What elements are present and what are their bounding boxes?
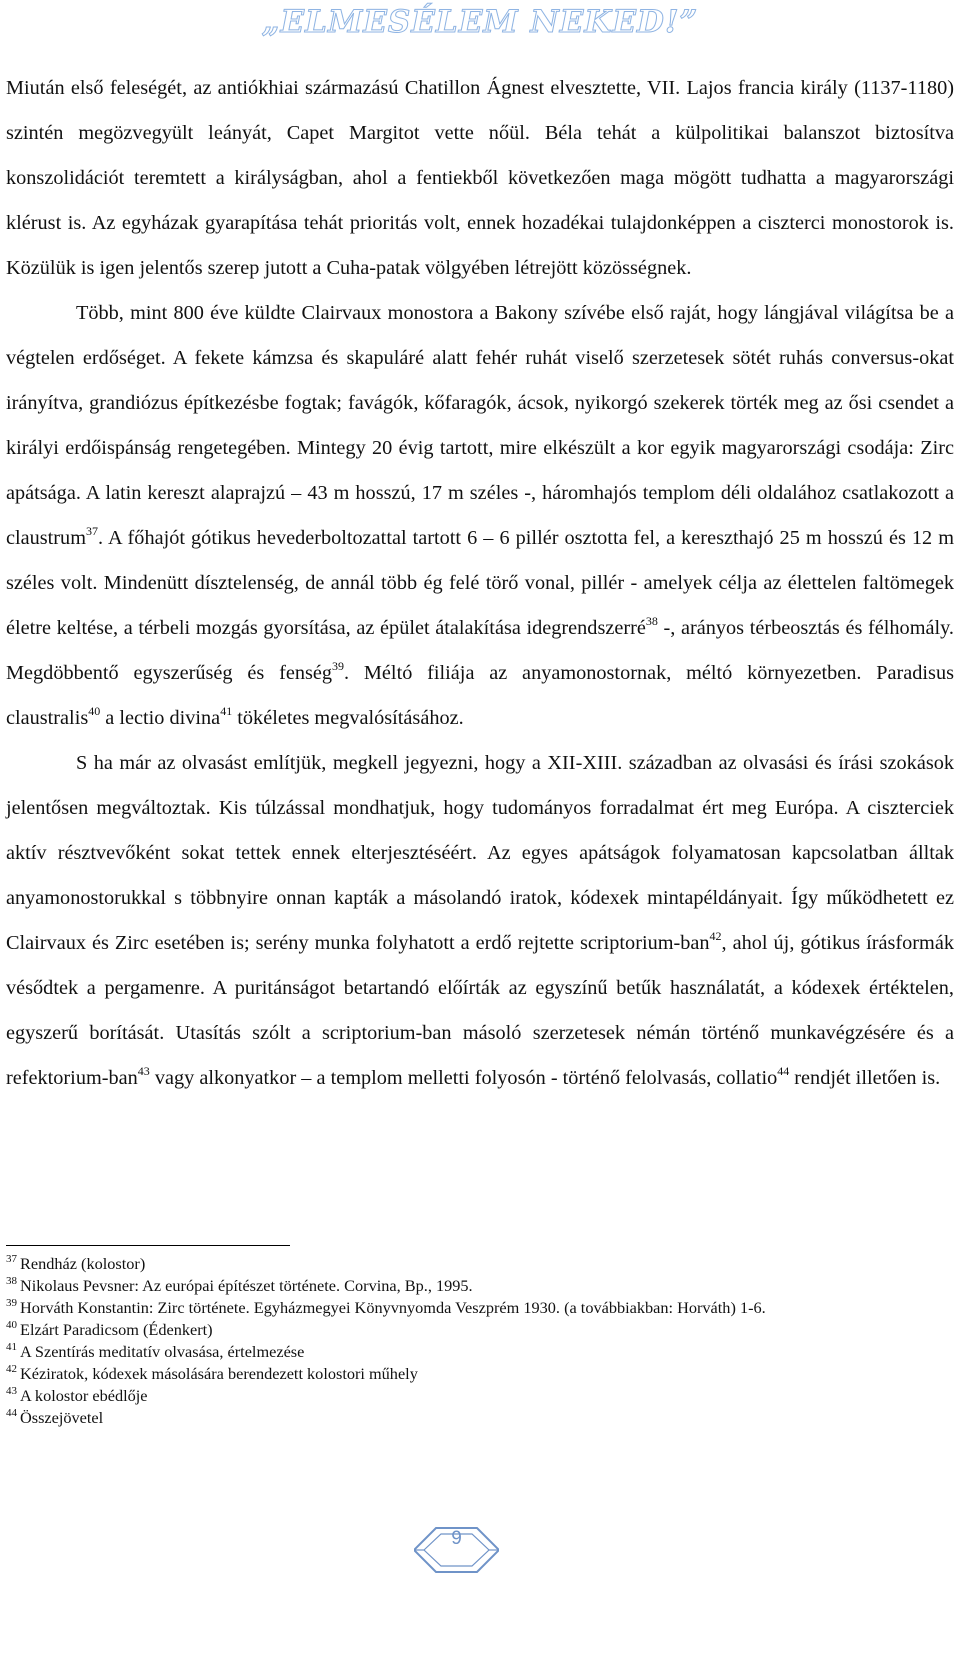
- page-number: 9: [451, 1528, 462, 1549]
- paragraph-2-text-c: -, arányos térbeosztás és félhomály. Megdöbbentő egyszerűség és fenség: [6, 617, 954, 684]
- footnote-40: [6, 1319, 954, 1341]
- paragraph-2-text-a: Több, mint 800 éve küldte Clairvaux monostora a Bakony szívébe első raját, hogy lángjával világítsa be a végtelen erdőséget. A fekete kámzsa és skapuláré alatt fehér ruhát viselő szerzetesek sötét ruhás conversus-okat irányítva, grandiózus építkezésbe fogtak; favágók, kőfaragók, ácsok, nyikorgó szekerek törték meg az ősi csendet a királyi erdőispánság rengetegében. Mintegy 20 évig tartott, mire elkészült a kor egyik magyarországi csodája: Zirc apátsága. A latin kereszt alaprajzú – 43 m hosszú, 17 m széles -, háromhajós templom déli oldalához csatlakozott a claustrum: [6, 302, 954, 549]
- footnote-43: [6, 1385, 954, 1407]
- footnote-38: [6, 1275, 954, 1297]
- footnote-number: 43: [6, 1385, 17, 1397]
- paragraph-3-text-d: rendjét illetően is.: [789, 1067, 941, 1089]
- footnote-41: [6, 1341, 954, 1363]
- footnote-text: A Szentírás meditatív olvasása, értelmezése: [20, 1342, 305, 1361]
- footnote-ref-41[interactable]: 41: [220, 704, 233, 718]
- footnote-number: 42: [6, 1363, 17, 1375]
- paragraph-1: [6, 66, 954, 291]
- page-number-frame-icon: [414, 1508, 499, 1593]
- footnote-42: [6, 1363, 954, 1385]
- footnote-number: 41: [6, 1341, 17, 1353]
- footnote-ref-43[interactable]: 43: [137, 1064, 150, 1078]
- footnote-39: [6, 1297, 954, 1319]
- footnote-text: Elzárt Paradicsom (Édenkert): [20, 1320, 213, 1339]
- paragraph-2-text-f: tökéletes megvalósításához.: [232, 707, 464, 729]
- paragraph-2-text-b: . A főhajót gótikus hevederboltozattal tartott 6 – 6 pillér osztotta fel, a kereszthajó 25 m hosszú és 12 m széles volt. Mindenütt dísztelenség, de annál több ég felé törő vonal, pillér - amelyek célja az élettelen faltömegek életre keltése, a térbeli mozgás gyorsítása, az épület átalakítása idegrendszerré: [6, 527, 954, 639]
- footnote-separator: [6, 1245, 290, 1246]
- footnote-ref-44[interactable]: 44: [777, 1064, 790, 1078]
- body-text: [6, 66, 954, 1101]
- paragraph-3-text-a: S ha már az olvasást említjük, megkell jegyezni, hogy a XII-XIII. században az olvasási és írási szokások jelentősen megváltoztak. Kis túlzással mondhatjuk, hogy tudományos forradalmat ért meg Európa. A ciszterciek aktív résztvevőként sokat tettek ennek elterjesztéséért. Az egyes apátságok folyamatosan kapcsolatban álltak anyamonostorukkal s többnyire onnan kapták a másolandó iratok, kódexek mintapéldányait. Így működhetett ez Clairvaux és Zirc esetében is; serény munka folyhatott a erdő rejtette scriptorium-ban: [6, 752, 954, 954]
- footnote-ref-38[interactable]: 38: [645, 614, 658, 628]
- footnote-44: [6, 1407, 954, 1429]
- footnote-text: Horváth Konstantin: Zirc története. Egyházmegyei Könyvnyomda Veszprém 1930. (a továbbiakban: Horváth) 1-6.: [20, 1298, 766, 1317]
- paragraph-3-text-b: , ahol új, gótikus írásformák vésődtek a pergamenre. A puritánságot betartandó előírták az egyszínű betűk használatát, a kódexek értéktelen, egyszerű borítását. Utasítás szólt a scriptorium-ban másoló szerzetesek némán történő munkavégzésére és a refektorium-ban: [6, 932, 954, 1089]
- page-number-badge: [414, 1508, 499, 1593]
- footnote-ref-42[interactable]: 42: [709, 929, 722, 943]
- footnote-text: Nikolaus Pevsner: Az európai építészet története. Corvina, Bp., 1995.: [20, 1276, 473, 1295]
- footnote-number: 44: [6, 1407, 17, 1419]
- footnote-ref-40[interactable]: 40: [88, 704, 101, 718]
- paragraph-2-text-d: . Méltó filiája az anyamonostornak, méltó környezetben. Paradisus claustralis: [6, 662, 954, 729]
- footnote-ref-37[interactable]: 37: [85, 524, 98, 538]
- paragraph-2-text-e: a lectio divina: [100, 707, 221, 729]
- footnote-number: 37: [6, 1253, 17, 1265]
- footnote-number: 39: [6, 1297, 17, 1309]
- footnote-text: A kolostor ebédlője: [20, 1386, 148, 1405]
- footnote-37: [6, 1253, 954, 1275]
- footnote-text: Kéziratok, kódexek másolására berendezett kolostori műhely: [20, 1364, 418, 1383]
- paragraph-3-text-c: vagy alkonyatkor – a templom melletti folyosón - történő felolvasás, collatio: [149, 1067, 778, 1089]
- footnote-text: Rendház (kolostor): [20, 1254, 146, 1273]
- footnotes: [6, 1253, 954, 1429]
- footnote-number: 40: [6, 1319, 17, 1331]
- paragraph-2: [6, 291, 954, 741]
- footnote-ref-39[interactable]: 39: [332, 659, 345, 673]
- footnote-number: 38: [6, 1275, 17, 1287]
- paragraph-3: [6, 741, 954, 1101]
- footnote-text: Összejövetel: [20, 1408, 104, 1427]
- paragraph-1-text: Miután első feleségét, az antiókhiai származású Chatillon Ágnest elvesztette, VII. Lajos francia király (1137-1180) szintén megözvegyült leányát, Capet Margitot vette nőül. Béla tehát a külpolitikai balanszot biztosítva konszolidációt teremtett a királyságban, ahol a fentiekből következően maga mögött tudhatta a magyarországi klérust is. Az egyházak gyarapítása tehát prioritás volt, ennek hozadékai tulajdonképpen a ciszterci monostorok is. Közülük is igen jelentős szerep jutott a Cuha-patak völgyében létrejött közösségnek.: [6, 77, 954, 279]
- page-header-title: „ELMESÉLEM NEKED!”: [261, 4, 699, 40]
